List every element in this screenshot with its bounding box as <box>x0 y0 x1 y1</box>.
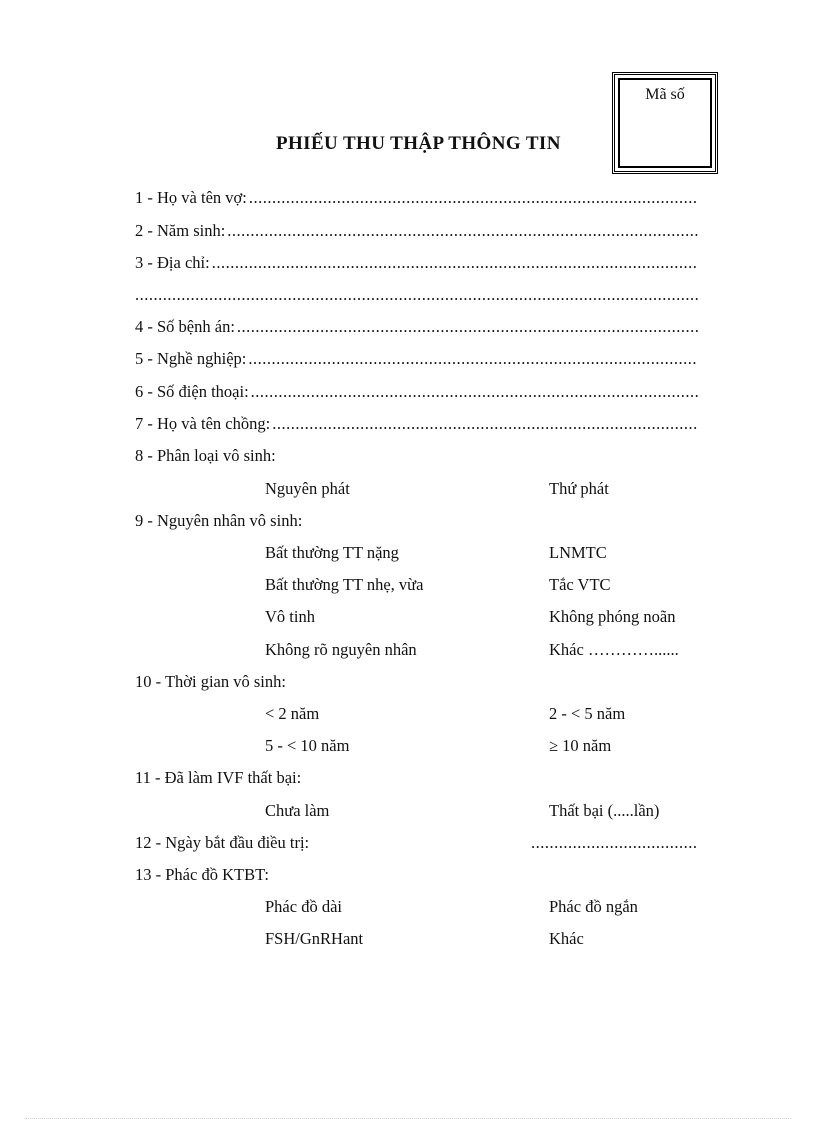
q11-option-none[interactable]: Chưa làm <box>265 801 330 820</box>
q11-label: 11 - Đã làm IVF thất bại: <box>135 768 302 787</box>
q10-label: 10 - Thời gian vô sinh: <box>135 672 286 691</box>
field-phone[interactable] <box>135 382 698 404</box>
q8-label: 8 - Phân loại vô sinh: <box>135 446 276 465</box>
record-no-input-line[interactable] <box>237 317 698 337</box>
q9-option-a3[interactable]: Vô tinh <box>265 607 315 626</box>
q13-option-a1[interactable]: Phác đồ dài <box>265 897 342 916</box>
q9-label: 9 - Nguyên nhân vô sinh: <box>135 511 303 530</box>
field-record-no-label: 4 - Số bệnh án: <box>135 317 235 336</box>
q13-label: 13 - Phác đồ KTBT: <box>135 865 269 884</box>
q9-option-a1[interactable]: Bất thường TT nặng <box>265 543 399 562</box>
q13-option-b1[interactable]: Phác đồ ngắn <box>549 897 638 916</box>
q10-option-b1[interactable]: 2 - < 5 năm <box>549 704 626 723</box>
address-input-line[interactable] <box>212 253 698 273</box>
field-phone-label: 6 - Số điện thoại: <box>135 382 249 401</box>
field-address-continued[interactable] <box>135 285 698 307</box>
field-wife-name[interactable] <box>135 188 698 210</box>
q9-option-b1[interactable]: LNMTC <box>549 543 607 562</box>
code-box-label: Mã số <box>618 78 712 168</box>
q9-option-b3[interactable]: Không phóng noãn <box>549 607 676 626</box>
page-bottom-rule <box>25 1118 791 1119</box>
q13-option-b2[interactable]: Khác <box>549 929 584 948</box>
occupation-input-line[interactable] <box>248 349 698 369</box>
q9-option-a2[interactable]: Bất thường TT nhẹ, vừa <box>265 575 424 594</box>
q8-option-primary[interactable]: Nguyên phát <box>265 479 350 498</box>
wife-name-input-line[interactable] <box>249 188 698 208</box>
q9-option-a4[interactable]: Không rõ nguyên nhân <box>265 640 417 659</box>
q11-option-failed[interactable]: Thất bại (.....lần) <box>549 801 660 820</box>
q10-option-b2[interactable]: ≥ 10 năm <box>549 736 612 755</box>
husband-name-input-line[interactable] <box>272 414 698 434</box>
q9-option-b4[interactable]: Khác …………...... <box>549 640 679 659</box>
field-husband-name[interactable] <box>135 414 698 436</box>
field-birth-year-label: 2 - Năm sinh: <box>135 221 226 240</box>
q9-option-b2[interactable]: Tắc VTC <box>549 575 611 594</box>
field-husband-name-label: 7 - Họ và tên chồng: <box>135 414 271 433</box>
q13-option-a2[interactable]: FSH/GnRHant <box>265 929 364 948</box>
field-wife-name-label: 1 - Họ và tên vợ: <box>135 188 247 207</box>
phone-input-line[interactable] <box>251 382 698 402</box>
code-box <box>612 72 718 174</box>
field-address-label: 3 - Địa chỉ: <box>135 253 210 272</box>
address-input-line-2[interactable] <box>135 285 698 305</box>
q10-option-a1[interactable]: < 2 năm <box>265 704 320 723</box>
field-occupation[interactable] <box>135 349 698 371</box>
start-date-input-line[interactable] <box>531 833 698 855</box>
birth-year-input-line[interactable] <box>227 221 698 241</box>
q8-option-secondary[interactable]: Thứ phát <box>549 479 609 498</box>
field-record-no[interactable] <box>135 317 698 339</box>
field-address[interactable] <box>135 253 698 275</box>
field-occupation-label: 5 - Nghề nghiệp: <box>135 349 247 368</box>
field-birth-year[interactable] <box>135 221 698 243</box>
q10-option-a2[interactable]: 5 - < 10 năm <box>265 736 350 755</box>
form-title: PHIẾU THU THẬP THÔNG TIN <box>276 133 561 154</box>
q12-label: 12 - Ngày bắt đầu điều trị: <box>135 833 310 852</box>
